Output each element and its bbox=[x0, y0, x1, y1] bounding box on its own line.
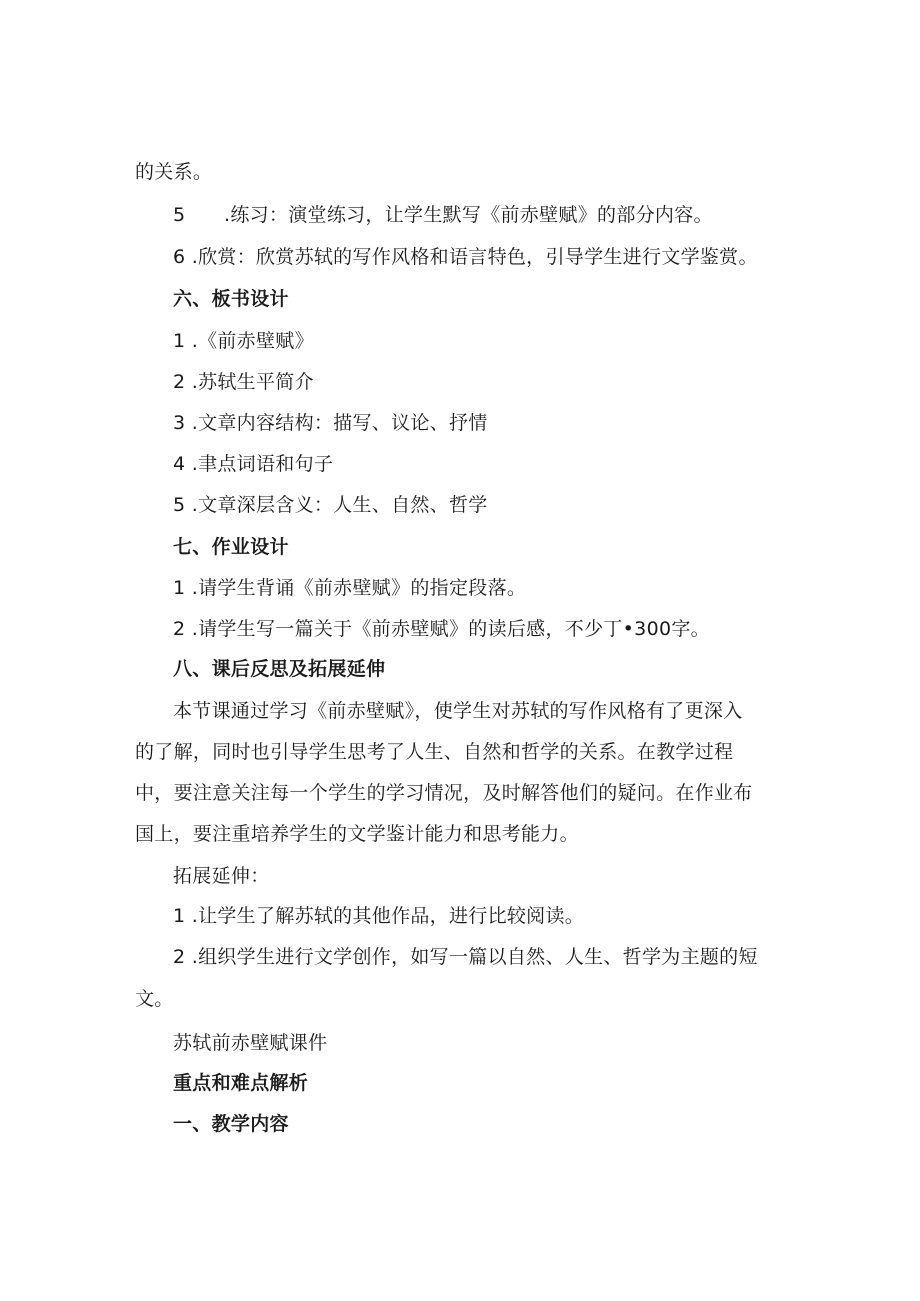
reflection-paragraph-line-4: 国上，要注重培养学生的文学鉴计能力和思考能力。 bbox=[135, 823, 579, 845]
board-item-3: 3 .文章内容结构：描写、议论、抒情 bbox=[173, 412, 488, 434]
list-item-practice: 5 .练习：演堂练习，让学生默写《前赤壁赋》的部分内容。 bbox=[173, 204, 713, 226]
courseware-title: 苏轼前赤壁赋课件 bbox=[173, 1032, 328, 1054]
extension-item-1: 1 .让学生了解苏轼的其他作品，进行比较阅读。 bbox=[173, 905, 585, 927]
homework-item-1: 1 .请学生背诵《前赤壁赋》的指定段落。 bbox=[173, 577, 527, 599]
paragraph-continuation: 的关系。 bbox=[135, 161, 213, 183]
board-item-5: 5 .文章深层含义：人生、自然、哲学 bbox=[173, 494, 488, 516]
reflection-paragraph-line-3: 中，要注意关注每一个学生的学习情况，及时解答他们的疑问。在作业布 bbox=[135, 782, 753, 804]
list-item-appreciation: 6 .欣赏：欣赏苏轼的写作风格和语言特色，引导学生进行文学鉴赏。 bbox=[173, 246, 758, 268]
board-item-4: 4 .聿点词语和句子 bbox=[173, 453, 334, 475]
section-heading-board-design: 六、板书设计 bbox=[173, 288, 289, 310]
reflection-paragraph-line-2: 的了解，同时也引导学生思考了人生、自然和哲学的关系。在教学过程 bbox=[135, 741, 734, 763]
board-item-2: 2 .苏轼生平简介 bbox=[173, 371, 314, 393]
section-heading-reflection: 八、课后反思及拓展延伸 bbox=[173, 658, 386, 680]
section-heading-teaching-content: 一、教学内容 bbox=[173, 1113, 289, 1135]
section-heading-homework: 七、作业设计 bbox=[173, 536, 289, 558]
extension-item-2: 2 .组织学生进行文学创作，如写一篇以自然、人生、哲学为主题的短 bbox=[173, 946, 758, 968]
homework-item-2: 2 .请学生写一篇关于《前赤壁赋》的读后感，不少丁•300字。 bbox=[173, 618, 710, 640]
extension-label: 拓展延伸： bbox=[173, 865, 270, 887]
reflection-paragraph-line-1: 本节课通过学习《前赤壁赋》，使学生对苏轼的写作风格有了更深入 bbox=[173, 700, 743, 722]
board-item-1: 1 .《前赤壁赋》 bbox=[173, 330, 314, 352]
extension-item-2-continuation: 文。 bbox=[135, 988, 174, 1010]
section-heading-key-points: 重点和难点解析 bbox=[173, 1072, 309, 1094]
